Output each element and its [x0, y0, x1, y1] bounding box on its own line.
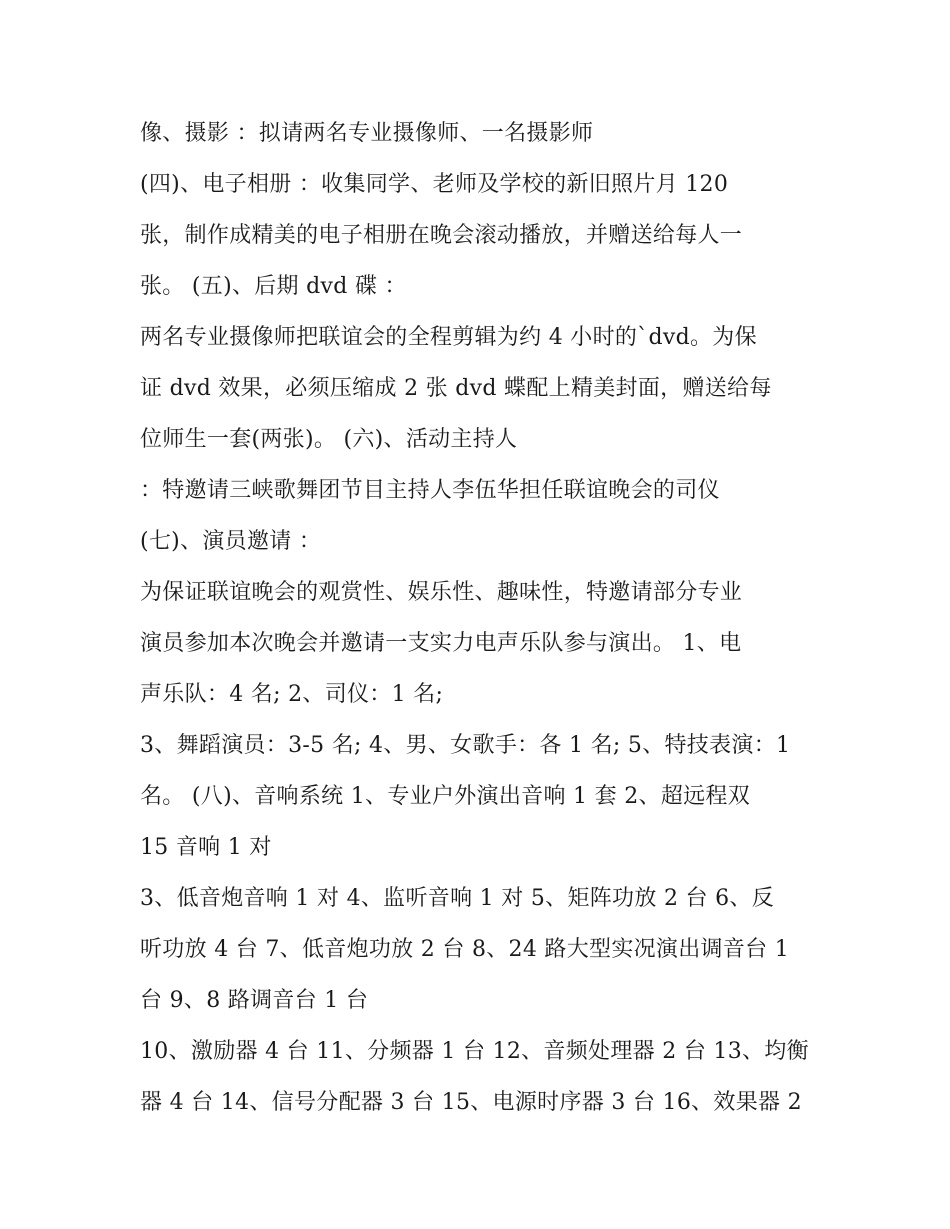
text-line: 15 音响 1 对: [140, 835, 272, 860]
document-body: [140, 108, 830, 1128]
text-line: 3、低音炮音响 1 对 4、监听音响 1 对 5、矩阵功放 2 台 6、反: [140, 886, 775, 911]
text-line: 张，制作成精美的电子相册在晚会滚动播放，并赠送给每人一: [140, 223, 743, 248]
text-line: 位师生一套(两张)。 (六)、活动主持人: [140, 427, 518, 452]
text-line: 听功放 4 台 7、低音炮功放 2 台 8、24 路大型实况演出调音台 1: [140, 937, 790, 962]
text-line: 10、激励器 4 台 11、分频器 1 台 12、音频处理器 2 台 13、均衡: [140, 1039, 809, 1064]
text-line: 张。 (五)、后期 dvd 碟 ：: [140, 274, 407, 299]
text-line: ：特邀请三峡歌舞团节目主持人李伍华担任联谊晚会的司仪: [140, 478, 720, 503]
text-line: 台 9、8 路调音台 1 台: [140, 988, 369, 1013]
text-line: 两名专业摄像师把联谊会的全程剪辑为约 4 小时的`dvd。为保: [140, 325, 757, 350]
text-line: 演员参加本次晚会并邀请一支实力电声乐队参与演出。 1、电: [140, 631, 742, 656]
text-line: (四)、电子相册 ：收集同学、老师及学校的新旧照片月 120: [140, 172, 729, 197]
text-line: 器 4 台 14、信号分配器 3 台 15、电源时序器 3 台 16、效果器 2: [140, 1090, 802, 1115]
text-line: 名。 (八)、音响系统 1、专业户外演出音响 1 套 2、超远程双: [140, 784, 751, 809]
text-line: 声乐队：4 名; 2、司仪：1 名;: [140, 682, 444, 707]
text-line: 证 dvd 效果，必须压缩成 2 张 dvd 蝶配上精美封面，赠送给每: [140, 376, 772, 401]
text-line: 像、摄影 ：拟请两名专业摄像师、一名摄影师: [140, 121, 594, 146]
text-line: (七)、演员邀请 ：: [140, 529, 322, 554]
text-line: 为保证联谊晚会的观赏性、娱乐性、趣味性，特邀请部分专业: [140, 580, 743, 605]
text-line: 3、舞蹈演员：3-5 名; 4、男、女歌手：各 1 名; 5、特技表演：1: [140, 733, 791, 758]
